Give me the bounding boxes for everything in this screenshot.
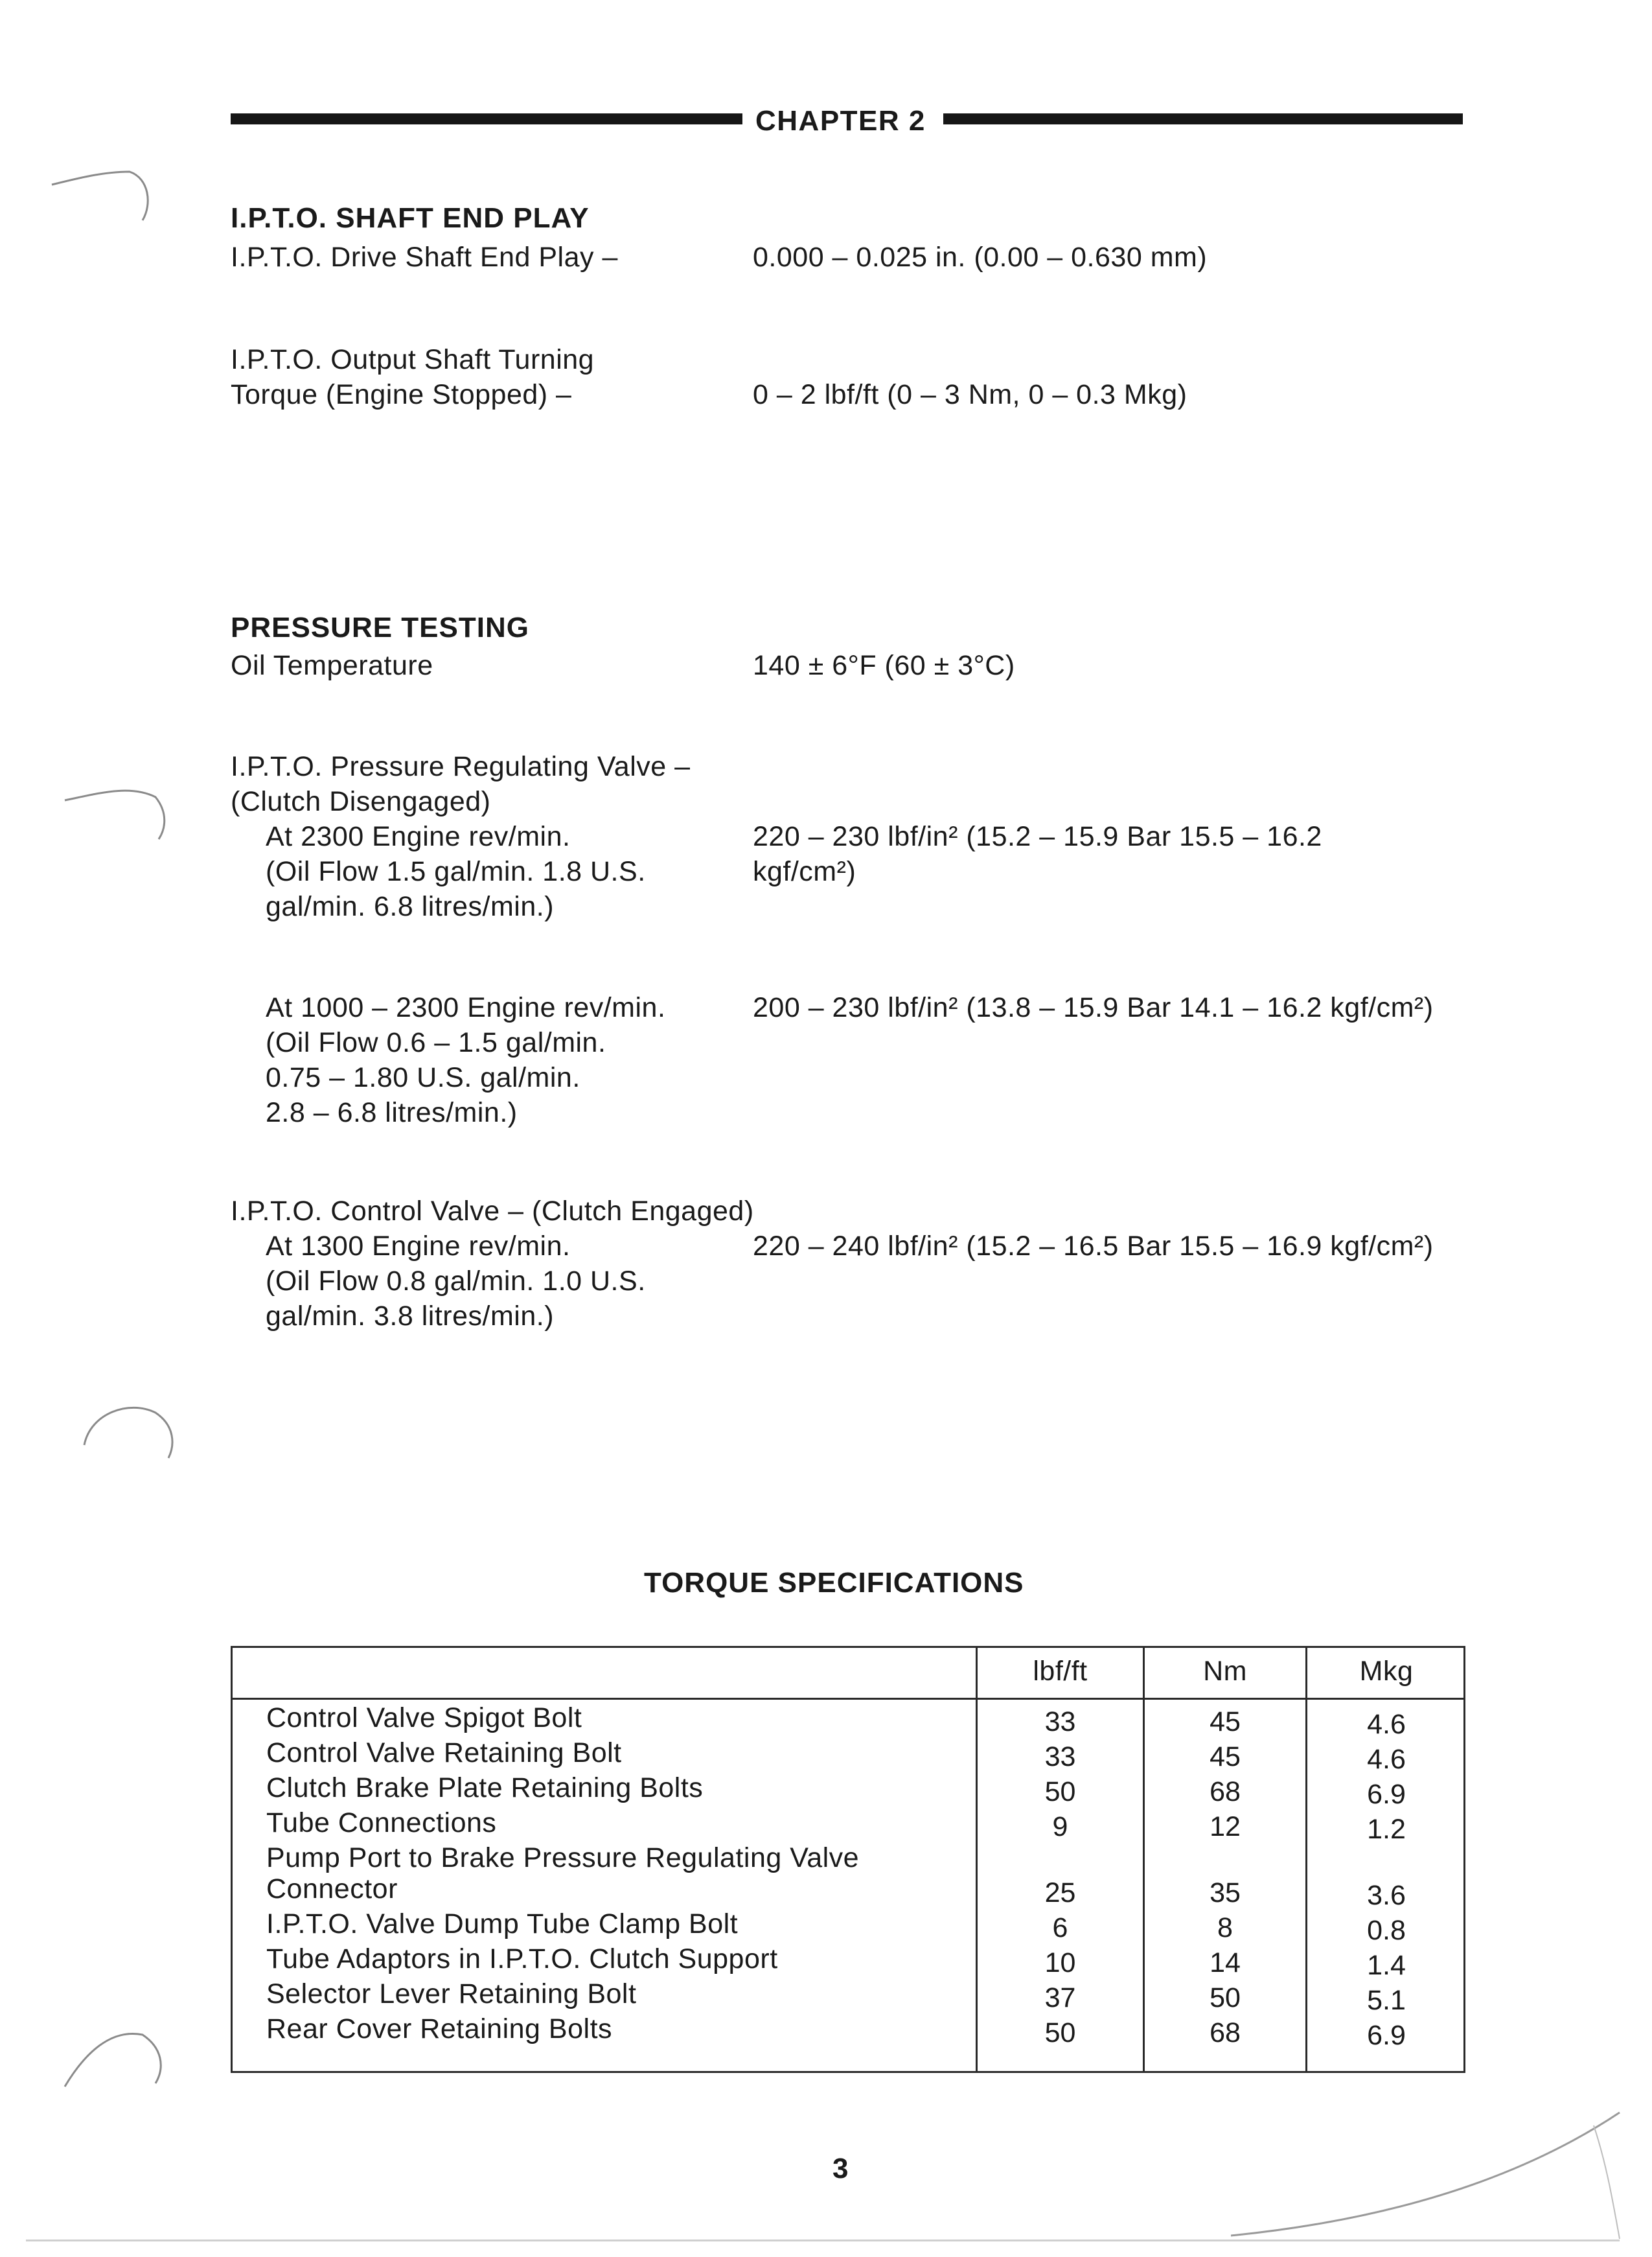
cell-mkg: 3.6 [1367, 1880, 1406, 1911]
cell-lbfft: 50 [1044, 1776, 1076, 1807]
cell-nm: 35 [1210, 1877, 1241, 1908]
row-description: Connector [266, 1873, 398, 1904]
table-row [233, 1841, 1463, 1875]
regulating-case2-line2: (Oil Flow 0.6 – 1.5 gal/min. [266, 1027, 606, 1058]
table-row [233, 1942, 1463, 1981]
cell-lbfft: 37 [1044, 1982, 1076, 2013]
regulating-case1-value-line2: kgf/cm²) [753, 856, 856, 887]
cell-mkg: 6.9 [1367, 2020, 1406, 2051]
cell-nm: 68 [1210, 1776, 1241, 1807]
table-row [233, 1736, 1463, 1775]
cell-lbfft: 9 [1052, 1811, 1068, 1842]
output-shaft-value: 0 – 2 lbf/ft (0 – 3 Nm, 0 – 0.3 Mkg) [753, 379, 1187, 410]
cell-nm: 14 [1210, 1947, 1241, 1978]
punch-hole-mark [71, 1393, 181, 1471]
cell-nm: 50 [1210, 1982, 1241, 2013]
drive-shaft-end-play-value: 0.000 – 0.025 in. (0.00 – 0.630 mm) [753, 242, 1208, 273]
column-header-lbfft: lbf/ft [1033, 1656, 1088, 1687]
cell-nm: 45 [1210, 1706, 1241, 1737]
cell-mkg: 4.6 [1367, 1744, 1406, 1775]
regulating-valve-line2: (Clutch Disengaged) [231, 786, 491, 817]
table-row [233, 1806, 1463, 1845]
page-number: 3 [832, 2153, 849, 2184]
control-valve-case-line1: At 1300 Engine rev/min. [266, 1231, 571, 1262]
output-shaft-label-line1: I.P.T.O. Output Shaft Turning [231, 344, 595, 375]
row-description: Rear Cover Retaining Bolts [266, 2013, 613, 2044]
torque-table-title: TORQUE SPECIFICATIONS [644, 1567, 1024, 1599]
table-row [233, 1771, 1463, 1810]
section-heading-pressure-testing: PRESSURE TESTING [231, 612, 529, 643]
control-valve-case-line2: (Oil Flow 0.8 gal/min. 1.0 U.S. [266, 1266, 646, 1297]
cell-mkg: 6.9 [1367, 1779, 1406, 1810]
cell-nm: 45 [1210, 1741, 1241, 1772]
row-description: Tube Connections [266, 1807, 497, 1838]
regulating-valve-line1: I.P.T.O. Pressure Regulating Valve – [231, 751, 691, 782]
cell-mkg: 1.4 [1367, 1950, 1406, 1981]
regulating-case2-line4: 2.8 – 6.8 litres/min.) [266, 1097, 518, 1128]
control-valve-case-line3: gal/min. 3.8 litres/min.) [266, 1301, 555, 1332]
cell-mkg: 0.8 [1367, 1915, 1406, 1946]
regulating-case2-value: 200 – 230 lbf/in² (13.8 – 15.9 Bar 14.1 – 16.2 kgf/cm²) [753, 992, 1434, 1023]
punch-hole-mark [58, 774, 168, 852]
column-header-mkg: Mkg [1359, 1656, 1414, 1687]
oil-temperature-value: 140 ± 6°F (60 ± 3°C) [753, 650, 1015, 681]
table-header-divider [233, 1698, 1463, 1700]
section-heading-end-play: I.P.T.O. SHAFT END PLAY [231, 202, 590, 234]
row-description: Clutch Brake Plate Retaining Bolts [266, 1772, 704, 1803]
row-description: Control Valve Retaining Bolt [266, 1737, 622, 1768]
cell-nm: 68 [1210, 2017, 1241, 2048]
table-row [233, 1977, 1463, 2016]
cell-lbfft: 33 [1044, 1706, 1076, 1737]
cell-mkg: 4.6 [1367, 1709, 1406, 1740]
header-rule-left [231, 113, 742, 124]
cell-lbfft: 50 [1044, 2017, 1076, 2048]
regulating-case2-line3: 0.75 – 1.80 U.S. gal/min. [266, 1062, 580, 1093]
row-description: Selector Lever Retaining Bolt [266, 1978, 637, 2009]
torque-table [231, 1646, 1465, 2073]
scan-corner-curl [1231, 2087, 1633, 2242]
regulating-case2-line1: At 1000 – 2300 Engine rev/min. [266, 992, 666, 1023]
regulating-case1-line1: At 2300 Engine rev/min. [266, 821, 571, 852]
cell-nm: 8 [1217, 1912, 1233, 1943]
cell-mkg: 5.1 [1367, 1985, 1406, 2016]
row-description: Control Valve Spigot Bolt [266, 1702, 582, 1733]
cell-lbfft: 6 [1052, 1912, 1068, 1943]
control-valve-case-value: 220 – 240 lbf/in² (15.2 – 16.5 Bar 15.5 – 16.9 kgf/cm²) [753, 1231, 1434, 1262]
row-description: Pump Port to Brake Pressure Regulating Valve [266, 1842, 860, 1873]
cell-nm: 12 [1210, 1811, 1241, 1842]
row-description: I.P.T.O. Valve Dump Tube Clamp Bolt [266, 1908, 739, 1939]
output-shaft-label-line2: Torque (Engine Stopped) – [231, 379, 572, 410]
table-row [233, 1701, 1463, 1740]
header-rule-right [943, 113, 1463, 124]
drive-shaft-end-play-label: I.P.T.O. Drive Shaft End Play – [231, 242, 618, 273]
cell-lbfft: 10 [1044, 1947, 1076, 1978]
table-row [233, 1872, 1463, 1911]
oil-temperature-label: Oil Temperature [231, 650, 433, 681]
table-row [233, 2012, 1463, 2051]
punch-hole-mark [58, 2015, 168, 2093]
punch-hole-mark [39, 159, 149, 237]
chapter-label: CHAPTER 2 [755, 105, 926, 137]
cell-lbfft: 33 [1044, 1741, 1076, 1772]
regulating-case1-line2: (Oil Flow 1.5 gal/min. 1.8 U.S. [266, 856, 646, 887]
control-valve-line1: I.P.T.O. Control Valve – (Clutch Engaged) [231, 1196, 754, 1227]
regulating-case1-value-line1: 220 – 230 lbf/in² (15.2 – 15.9 Bar 15.5 – 16.2 [753, 821, 1322, 852]
table-row [233, 1907, 1463, 1946]
row-description: Tube Adaptors in I.P.T.O. Clutch Support [266, 1943, 778, 1974]
column-header-nm: Nm [1203, 1656, 1247, 1687]
cell-mkg: 1.2 [1367, 1814, 1406, 1845]
cell-lbfft: 25 [1044, 1877, 1076, 1908]
regulating-case1-line3: gal/min. 6.8 litres/min.) [266, 891, 555, 922]
